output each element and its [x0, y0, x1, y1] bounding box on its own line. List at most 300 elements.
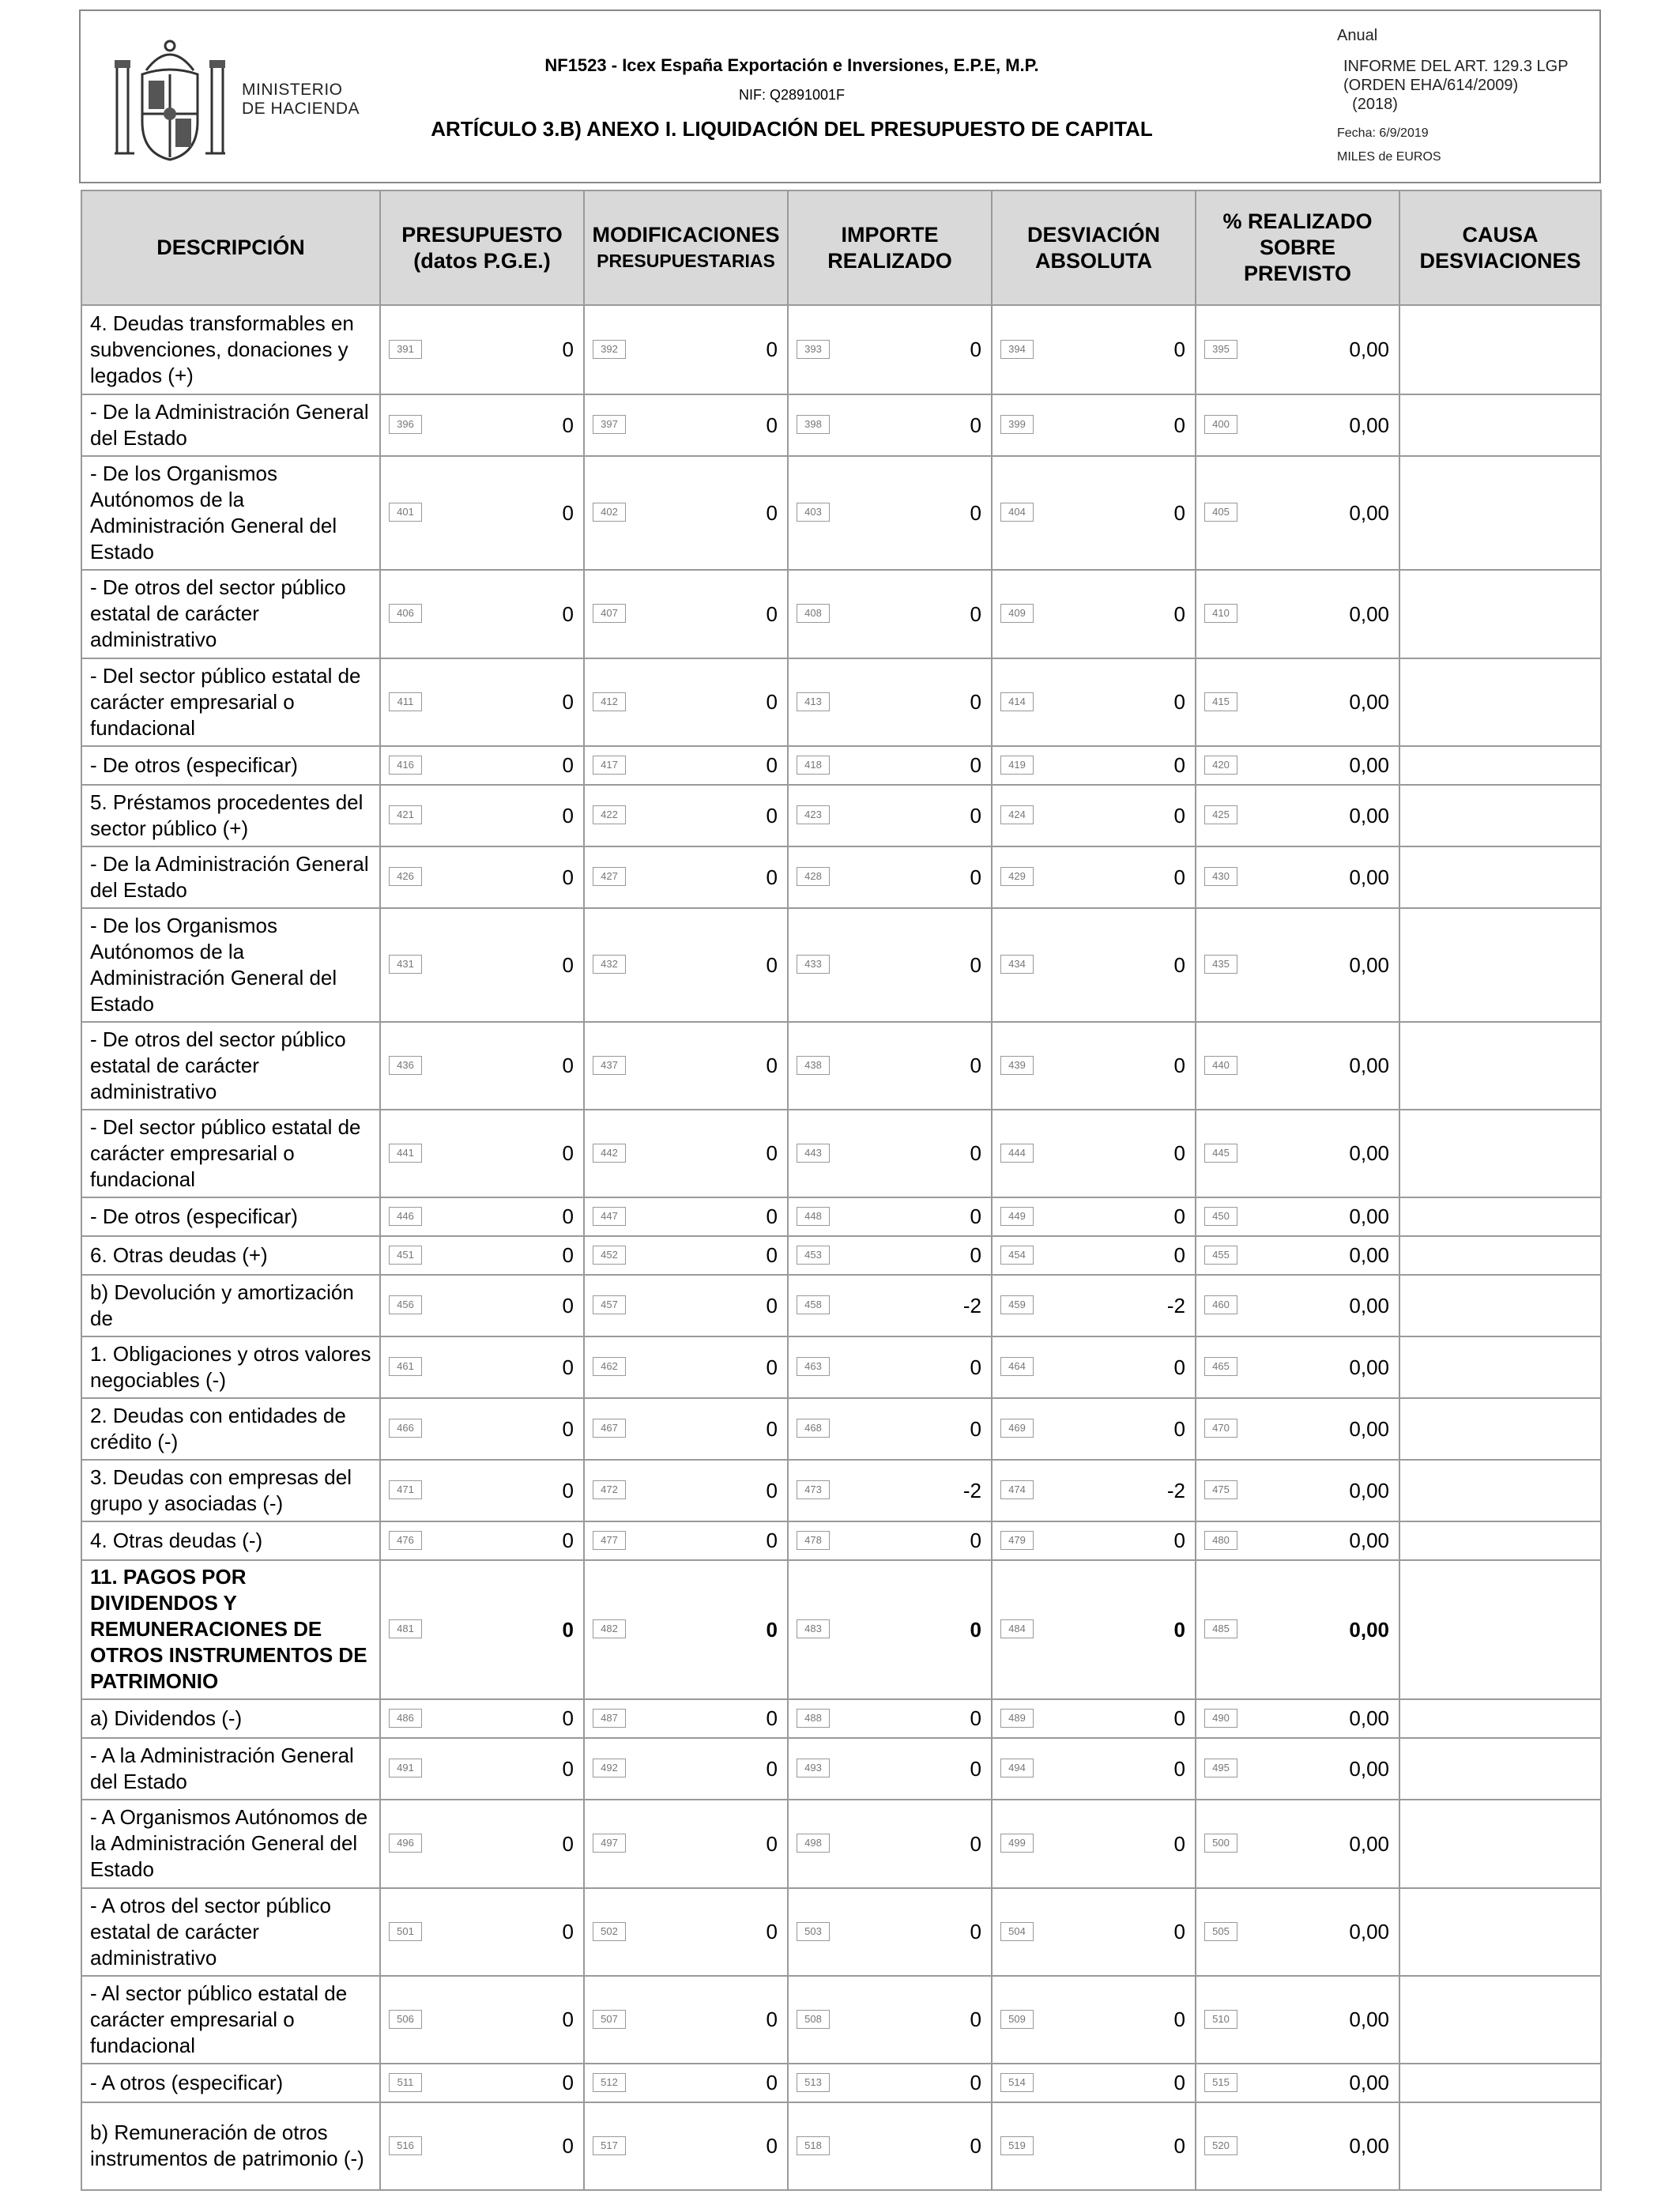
field-code-box: 502: [593, 1922, 626, 1941]
field-code-box: 399: [1000, 415, 1034, 434]
value-cell: [992, 1976, 1196, 2064]
field-code-box: 461: [389, 1357, 422, 1376]
value-cell: [1196, 394, 1399, 456]
cell-value: 0,00: [1349, 601, 1389, 626]
row-description: a) Dividendos (-): [81, 1699, 380, 1738]
field-code-box: 470: [1204, 1419, 1237, 1438]
cell-value: 0: [970, 1243, 981, 1267]
field-code-box: 412: [593, 692, 626, 711]
cell-value: 0: [766, 1293, 778, 1318]
field-code-box: 464: [1000, 1357, 1034, 1376]
row-description: - De la Administración General del Estado: [81, 846, 380, 908]
value-cell: [992, 1521, 1196, 1560]
field-code-box: 423: [797, 805, 830, 824]
row-description: 11. PAGOS POR DIVIDENDOS Y REMUNERACIONES DE OTROS INSTRUMENTOS DE PATRIMONIO: [81, 1560, 380, 1699]
value-cell: [1196, 456, 1399, 570]
value-cell: [584, 1275, 788, 1336]
cell-value: 0,00: [1349, 500, 1389, 525]
field-code-box: 427: [593, 867, 626, 886]
cell-value: 0: [766, 690, 778, 714]
value-cell: [380, 1460, 584, 1521]
field-code-box: 406: [389, 604, 422, 623]
field-code-box: 395: [1204, 340, 1237, 359]
value-cell: [380, 1110, 584, 1197]
value-cell: [788, 1521, 992, 1560]
cell-value: 0: [1173, 500, 1185, 525]
field-code-box: 442: [593, 1144, 626, 1163]
value-cell: [584, 1022, 788, 1110]
field-code-box: 444: [1000, 1144, 1034, 1163]
field-code-box: 494: [1000, 1759, 1034, 1777]
field-code-box: 474: [1000, 1480, 1034, 1499]
field-code-box: 453: [797, 1246, 830, 1265]
field-code-box: 449: [1000, 1207, 1034, 1226]
value-cell: [788, 1888, 992, 1976]
cell-value: 0: [562, 865, 574, 889]
value-cell: [584, 658, 788, 746]
value-cell: [584, 746, 788, 785]
table-row: [81, 2064, 1601, 2102]
cell-value: 0: [970, 1706, 981, 1730]
cell-value: 0: [562, 1293, 574, 1318]
row-description: - De los Organismos Autónomos de la Administración General del Estado: [81, 456, 380, 570]
cause-cell: [1399, 1197, 1601, 1236]
cause-cell: [1399, 1976, 1601, 2064]
cell-value: 0: [970, 865, 981, 889]
field-code-box: 396: [389, 415, 422, 434]
cell-value: 0: [970, 2071, 981, 2094]
cell-value: 0,00: [1349, 1355, 1389, 1379]
value-cell: [1196, 1560, 1399, 1699]
row-description: - Del sector público estatal de carácter empresarial o fundacional: [81, 1110, 380, 1197]
cause-cell: [1399, 456, 1601, 570]
cell-value: 0: [1173, 690, 1185, 714]
cell-value: 0: [1173, 865, 1185, 889]
value-cell: [584, 785, 788, 846]
field-code-box: 425: [1204, 805, 1237, 824]
value-cell: [992, 1110, 1196, 1197]
cell-value: 0: [562, 337, 574, 361]
field-code-box: 402: [593, 503, 626, 522]
field-code-box: 397: [593, 415, 626, 434]
value-cell: [788, 908, 992, 1022]
field-code-box: 434: [1000, 955, 1034, 974]
value-cell: [380, 1275, 584, 1336]
cell-value: 0: [1173, 1706, 1185, 1730]
value-cell: [380, 1236, 584, 1275]
cell-value: 0: [766, 2071, 778, 2094]
field-code-box: 417: [593, 756, 626, 775]
cell-value: 0,00: [1349, 1293, 1389, 1318]
cell-value: 0: [766, 952, 778, 977]
row-description: - De la Administración General del Estado: [81, 394, 380, 456]
field-code-box: 408: [797, 604, 830, 623]
cell-value: 0: [970, 1054, 981, 1077]
field-code-box: 428: [797, 867, 830, 886]
value-cell: [380, 1197, 584, 1236]
cell-value: 0: [766, 1756, 778, 1781]
field-code-box: 477: [593, 1531, 626, 1550]
row-description: 5. Préstamos procedentes del sector público (+): [81, 785, 380, 846]
field-code-box: 488: [797, 1709, 830, 1728]
cell-value: 0: [562, 1920, 574, 1943]
field-code-box: 436: [389, 1056, 422, 1075]
value-cell: [380, 1976, 584, 2064]
column-header-realizado: % REALIZADO SOBRE PREVISTO: [1196, 190, 1399, 305]
column-header-descripcion: DESCRIPCIÓN: [81, 190, 380, 305]
field-code-box: 468: [797, 1419, 830, 1438]
row-description: - De otros (especificar): [81, 1197, 380, 1236]
field-code-box: 413: [797, 692, 830, 711]
field-code-box: 421: [389, 805, 422, 824]
field-code-box: 433: [797, 955, 830, 974]
document-title: ARTÍCULO 3.B) ANEXO I. LIQUIDACIÓN DEL PRESUPUESTO DE CAPITAL: [431, 117, 1153, 141]
value-cell: [1196, 1110, 1399, 1197]
field-code-box: 489: [1000, 1709, 1034, 1728]
cell-value: -2: [1166, 1293, 1185, 1318]
value-cell: [584, 1398, 788, 1460]
value-cell: [584, 456, 788, 570]
value-cell: [788, 394, 992, 456]
cell-value: 0: [766, 337, 778, 361]
row-description: - A Organismos Autónomos de la Administración General del Estado: [81, 1800, 380, 1888]
field-code-box: 447: [593, 1207, 626, 1226]
value-cell: [992, 2064, 1196, 2102]
row-description: b) Remuneración de otros instrumentos de patrimonio (-): [81, 2102, 380, 2190]
cell-value: 0: [766, 753, 778, 777]
value-cell: [380, 746, 584, 785]
value-cell: [1196, 1738, 1399, 1800]
cell-value: 0,00: [1349, 690, 1389, 714]
value-cell: [380, 1560, 584, 1699]
table-row: [81, 1197, 1601, 1236]
field-code-box: 431: [389, 955, 422, 974]
value-cell: [1196, 2064, 1399, 2102]
table-row: [81, 785, 1601, 846]
cell-value: 0: [766, 2007, 778, 2031]
cause-cell: [1399, 1398, 1601, 1460]
cell-value: 0: [562, 1141, 574, 1165]
value-cell: [788, 1560, 992, 1699]
table-row: [81, 1699, 1601, 1738]
cell-value: 0: [766, 1204, 778, 1228]
entity-nif: NIF: Q2891001F: [738, 87, 846, 103]
cell-value: 0: [562, 690, 574, 714]
table-row: [81, 1022, 1601, 1110]
cell-value: 0: [562, 1529, 574, 1552]
cell-value: 0: [766, 1478, 778, 1502]
row-description: 4. Otras deudas (-): [81, 1521, 380, 1560]
value-cell: [584, 1197, 788, 1236]
cause-cell: [1399, 908, 1601, 1022]
cell-value: 0: [766, 601, 778, 626]
cell-value: 0,00: [1349, 1204, 1389, 1228]
field-code-box: 492: [593, 1759, 626, 1777]
value-cell: [584, 2064, 788, 2102]
cell-value: 0,00: [1349, 1529, 1389, 1552]
cell-value: 0,00: [1349, 2134, 1389, 2158]
field-code-box: 392: [593, 340, 626, 359]
cell-value: -2: [1166, 1478, 1185, 1502]
table-row: [81, 1275, 1601, 1336]
cause-cell: [1399, 570, 1601, 658]
cause-cell: [1399, 1110, 1601, 1197]
field-code-box: 479: [1000, 1531, 1034, 1550]
value-cell: [584, 1521, 788, 1560]
value-cell: [380, 658, 584, 746]
cell-value: 0,00: [1349, 865, 1389, 889]
cell-value: 0: [1173, 1141, 1185, 1165]
cell-value: 0,00: [1349, 1141, 1389, 1165]
value-cell: [380, 394, 584, 456]
value-cell: [380, 846, 584, 908]
cell-value: 0: [970, 803, 981, 827]
field-code-box: 516: [389, 2136, 422, 2155]
field-code-box: 480: [1204, 1531, 1237, 1550]
field-code-box: 416: [389, 756, 422, 775]
table-row: [81, 1888, 1601, 1976]
row-description: 4. Deudas transformables en subvenciones, donaciones y legados (+): [81, 305, 380, 394]
field-code-box: 446: [389, 1207, 422, 1226]
field-code-box: 465: [1204, 1357, 1237, 1376]
value-cell: [1196, 305, 1399, 394]
value-cell: [1196, 1275, 1399, 1336]
cell-value: 0: [1173, 1054, 1185, 1077]
value-cell: [1196, 1888, 1399, 1976]
field-code-box: 490: [1204, 1709, 1237, 1728]
cell-value: 0,00: [1349, 2071, 1389, 2094]
cell-value: 0: [766, 865, 778, 889]
cell-value: 0: [970, 753, 981, 777]
field-code-box: 445: [1204, 1144, 1237, 1163]
field-code-box: 501: [389, 1922, 422, 1941]
value-cell: [584, 1460, 788, 1521]
field-code-box: 493: [797, 1759, 830, 1777]
field-code-box: 393: [797, 340, 830, 359]
field-code-box: 513: [797, 2073, 830, 2092]
value-cell: [584, 1236, 788, 1275]
field-code-box: 475: [1204, 1480, 1237, 1499]
cell-value: 0: [970, 690, 981, 714]
value-cell: [788, 1976, 992, 2064]
field-code-box: 435: [1204, 955, 1237, 974]
cell-value: 0: [970, 1920, 981, 1943]
cell-value: 0: [1173, 1529, 1185, 1552]
cause-cell: [1399, 1738, 1601, 1800]
field-code-box: 451: [389, 1246, 422, 1265]
cell-value: 0: [1173, 1416, 1185, 1441]
field-code-box: 471: [389, 1480, 422, 1499]
field-code-box: 481: [389, 1619, 422, 1638]
field-code-box: 439: [1000, 1056, 1034, 1075]
field-code-box: 510: [1204, 2010, 1237, 2029]
value-cell: [1196, 1197, 1399, 1236]
value-cell: [584, 1976, 788, 2064]
field-code-box: 415: [1204, 692, 1237, 711]
value-cell: [992, 1800, 1196, 1888]
value-cell: [788, 1197, 992, 1236]
value-cell: [788, 1236, 992, 1275]
value-cell: [584, 1110, 788, 1197]
row-description: - De otros (especificar): [81, 746, 380, 785]
value-cell: [788, 570, 992, 658]
field-code-box: 473: [797, 1480, 830, 1499]
cell-value: 0: [970, 413, 981, 437]
field-code-box: 498: [797, 1834, 830, 1853]
cell-value: 0: [562, 753, 574, 777]
cell-value: 0: [1173, 337, 1185, 361]
value-cell: [380, 1398, 584, 1460]
cell-value: 0: [766, 1054, 778, 1077]
value-cell: [584, 305, 788, 394]
cell-value: 0: [1173, 2007, 1185, 2031]
field-code-box: 497: [593, 1834, 626, 1853]
field-code-box: 409: [1000, 604, 1034, 623]
report-date: Fecha: 6/9/2019: [1337, 126, 1429, 140]
value-cell: [992, 394, 1196, 456]
value-cell: [380, 908, 584, 1022]
value-cell: [992, 1022, 1196, 1110]
value-cell: [788, 305, 992, 394]
column-header-desviacion: DESVIACIÓN ABSOLUTA: [992, 190, 1196, 305]
field-code-box: 476: [389, 1531, 422, 1550]
row-description: 1. Obligaciones y otros valores negociables (-): [81, 1336, 380, 1398]
cell-value: 0: [562, 1756, 574, 1781]
field-code-box: 450: [1204, 1207, 1237, 1226]
value-cell: [788, 1022, 992, 1110]
cell-value: 0,00: [1349, 337, 1389, 361]
value-cell: [992, 1275, 1196, 1336]
cell-value: 0,00: [1349, 1243, 1389, 1267]
value-cell: [1196, 658, 1399, 746]
value-cell: [1196, 1022, 1399, 1110]
value-cell: [584, 1336, 788, 1398]
value-cell: [992, 1197, 1196, 1236]
cell-value: 0: [766, 1529, 778, 1552]
value-cell: [992, 570, 1196, 658]
table-row: [81, 1800, 1601, 1888]
field-code-box: 467: [593, 1419, 626, 1438]
value-cell: [584, 570, 788, 658]
cell-value: 0: [562, 413, 574, 437]
cell-value: 0,00: [1349, 1054, 1389, 1077]
cell-value: 0,00: [1349, 2007, 1389, 2031]
table-row: [81, 908, 1601, 1022]
cell-value: 0,00: [1349, 1756, 1389, 1781]
cell-value: 0: [766, 1243, 778, 1267]
cell-value: 0: [1173, 1831, 1185, 1856]
value-cell: [992, 785, 1196, 846]
value-cell: [380, 305, 584, 394]
cause-cell: [1399, 846, 1601, 908]
value-cell: [788, 1460, 992, 1521]
cause-cell: [1399, 394, 1601, 456]
value-cell: [1196, 746, 1399, 785]
cell-value: 0: [970, 952, 981, 977]
table-row: [81, 846, 1601, 908]
field-code-box: 443: [797, 1144, 830, 1163]
cell-value: 0: [562, 2134, 574, 2158]
field-code-box: 429: [1000, 867, 1034, 886]
table-row: [81, 1521, 1601, 1560]
field-code-box: 418: [797, 756, 830, 775]
cell-value: 0: [562, 1478, 574, 1502]
value-cell: [584, 1738, 788, 1800]
column-header-presupuesto: PRESUPUESTO (datos P.G.E.): [380, 190, 584, 305]
cell-value: 0: [562, 1243, 574, 1267]
field-code-box: 484: [1000, 1619, 1034, 1638]
table-row: [81, 394, 1601, 456]
field-code-box: 511: [389, 2073, 422, 2092]
value-cell: [992, 456, 1196, 570]
field-code-box: 507: [593, 2010, 626, 2029]
value-cell: [788, 1336, 992, 1398]
field-code-box: 407: [593, 604, 626, 623]
row-description: - A la Administración General del Estado: [81, 1738, 380, 1800]
field-code-box: 520: [1204, 2136, 1237, 2155]
table-row: [81, 1110, 1601, 1197]
value-cell: [1196, 1236, 1399, 1275]
value-cell: [992, 908, 1196, 1022]
cell-value: 0: [970, 2134, 981, 2158]
cell-value: 0: [766, 1617, 778, 1642]
value-cell: [584, 846, 788, 908]
field-code-box: 495: [1204, 1759, 1237, 1777]
field-code-box: 518: [797, 2136, 830, 2155]
value-cell: [584, 2102, 788, 2190]
value-cell: [584, 394, 788, 456]
cause-cell: [1399, 1560, 1601, 1699]
field-code-box: 437: [593, 1056, 626, 1075]
cell-value: 0: [1173, 1920, 1185, 1943]
field-code-box: 430: [1204, 867, 1237, 886]
field-code-box: 487: [593, 1709, 626, 1728]
field-code-box: 456: [389, 1295, 422, 1314]
field-code-box: 482: [593, 1619, 626, 1638]
cause-cell: [1399, 1236, 1601, 1275]
value-cell: [380, 2064, 584, 2102]
value-cell: [992, 746, 1196, 785]
field-code-box: 506: [389, 2010, 422, 2029]
cell-value: 0: [766, 1920, 778, 1943]
cell-value: 0,00: [1349, 1617, 1389, 1642]
field-code-box: 457: [593, 1295, 626, 1314]
cell-value: 0: [562, 1706, 574, 1730]
cell-value: 0: [970, 1756, 981, 1781]
field-code-box: 472: [593, 1480, 626, 1499]
value-cell: [380, 1336, 584, 1398]
column-header-importe: IMPORTE REALIZADO: [788, 190, 992, 305]
field-code-box: 422: [593, 805, 626, 824]
field-code-box: 459: [1000, 1295, 1034, 1314]
capital-budget-table: [81, 190, 1602, 2191]
cell-value: -2: [962, 1478, 981, 1502]
value-cell: [992, 2102, 1196, 2190]
value-cell: [788, 746, 992, 785]
field-code-box: 432: [593, 955, 626, 974]
value-cell: [380, 1521, 584, 1560]
field-code-box: 448: [797, 1207, 830, 1226]
field-code-box: 499: [1000, 1834, 1034, 1853]
value-cell: [1196, 1460, 1399, 1521]
cell-value: 0: [562, 500, 574, 525]
value-cell: [788, 1110, 992, 1197]
cell-value: 0: [1173, 952, 1185, 977]
field-code-box: 419: [1000, 756, 1034, 775]
field-code-box: 440: [1204, 1056, 1237, 1075]
value-cell: [992, 1460, 1196, 1521]
field-code-box: 411: [389, 692, 422, 711]
